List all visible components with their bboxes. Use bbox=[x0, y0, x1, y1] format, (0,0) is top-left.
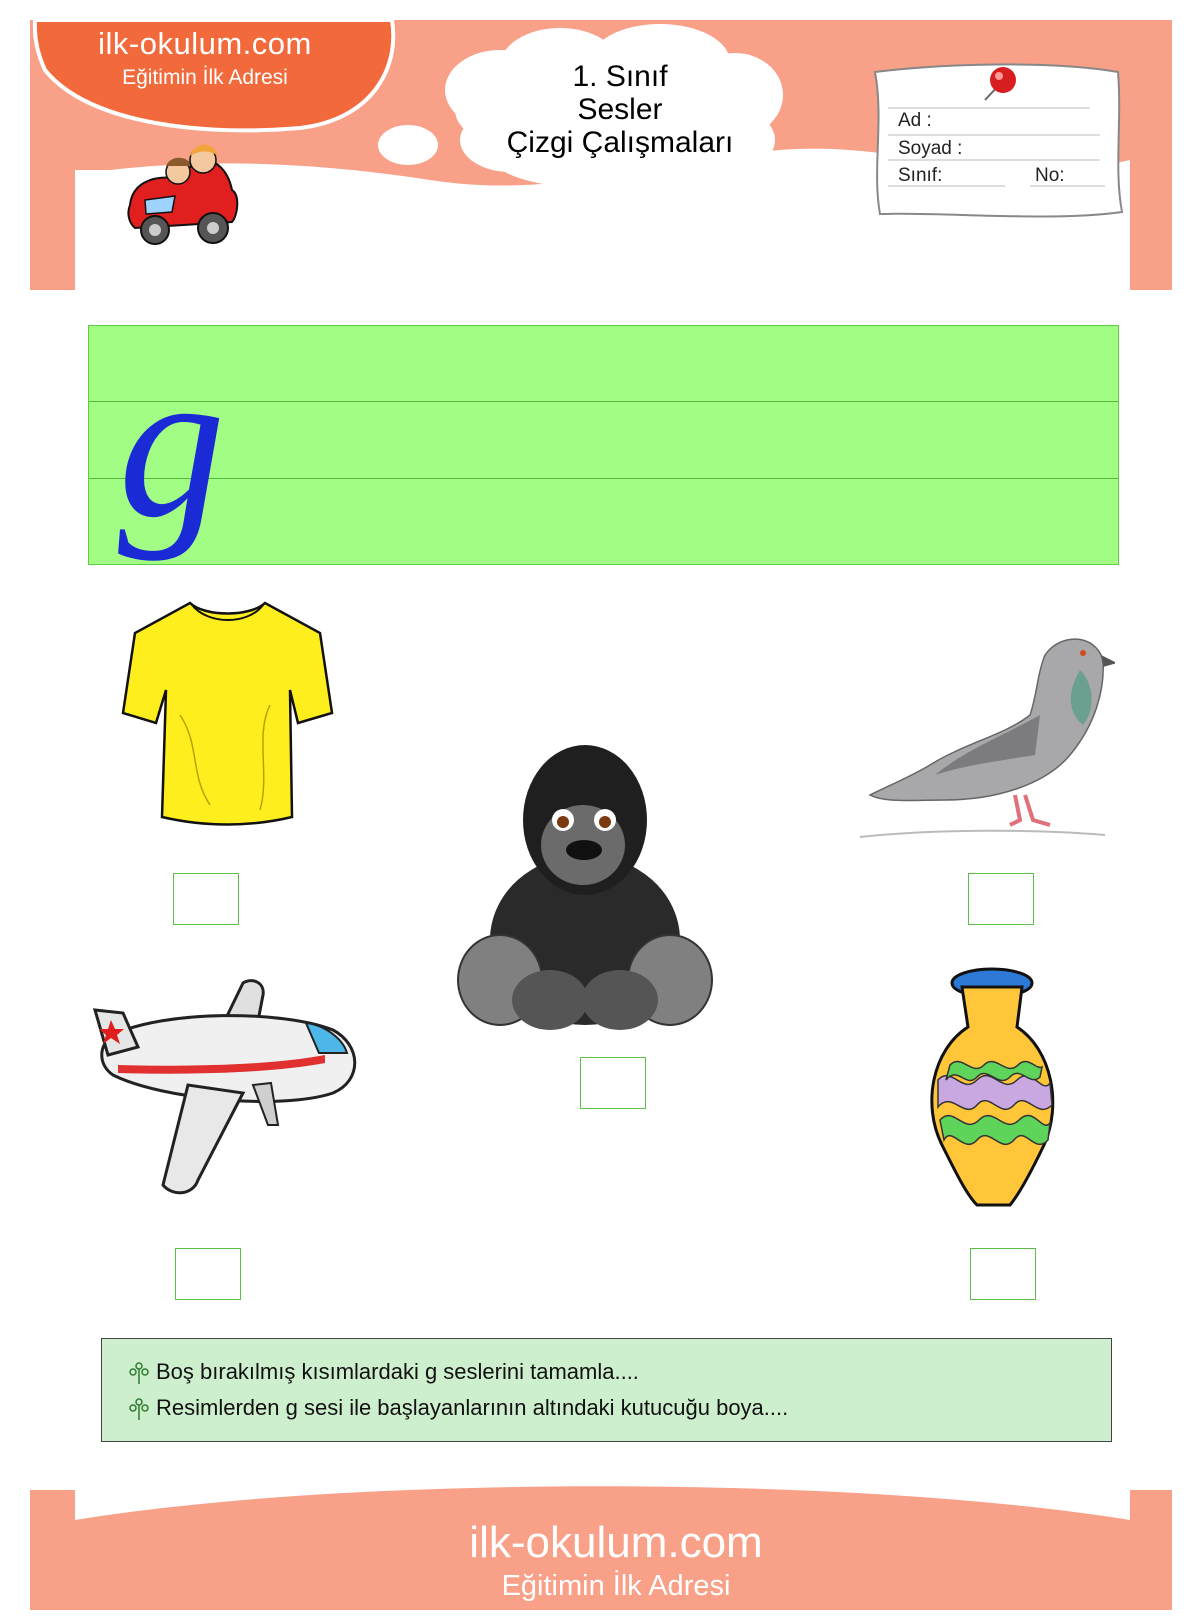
color-box-vase[interactable] bbox=[970, 1248, 1036, 1300]
instruction-1-text: Boş bırakılmış kısımlardaki g seslerini tamamla.... bbox=[156, 1359, 639, 1384]
color-box-t-shirt[interactable] bbox=[173, 873, 239, 925]
color-box-gorilla[interactable] bbox=[580, 1057, 646, 1109]
footer-site-name: ilk-okulum.com bbox=[469, 1518, 763, 1567]
pigeon-picture bbox=[855, 615, 1115, 855]
title-line-grade: 1. Sınıf bbox=[572, 60, 668, 93]
footer-tagline: Eğitimin İlk Adresi bbox=[501, 1570, 731, 1602]
surname-field-label[interactable]: Soyad : bbox=[898, 138, 963, 159]
header-tagline: Eğitimin İlk Adresi bbox=[122, 66, 288, 89]
cursive-letter-g: g bbox=[118, 323, 226, 562]
t-shirt-picture bbox=[120, 595, 335, 835]
title-line-drawing: Çizgi Çalışmaları bbox=[506, 126, 734, 159]
airplane-picture bbox=[93, 975, 363, 1205]
guide-line-top bbox=[89, 401, 1118, 402]
handwriting-practice-band[interactable] bbox=[88, 325, 1119, 565]
instruction-2-text: Resimlerden g sesi ile başlayanlarının altındaki kutucuğu boya.... bbox=[156, 1395, 789, 1420]
class-field-label[interactable]: Sınıf: bbox=[898, 165, 943, 186]
vase-picture bbox=[922, 965, 1062, 1210]
gorilla-picture bbox=[455, 725, 715, 1035]
title-line-sounds: Sesler bbox=[577, 93, 663, 126]
header-site-name: ilk-okulum.com bbox=[98, 26, 312, 61]
name-field-label[interactable]: Ad : bbox=[898, 110, 932, 131]
color-box-pigeon[interactable] bbox=[968, 873, 1034, 925]
number-field-label[interactable]: No: bbox=[1035, 165, 1065, 186]
flower-bullet-icon bbox=[126, 1395, 152, 1421]
instruction-1 bbox=[126, 1359, 639, 1385]
guide-line-middle bbox=[89, 478, 1118, 479]
instruction-2 bbox=[126, 1395, 788, 1421]
flower-bullet-icon bbox=[126, 1359, 152, 1385]
instructions-box bbox=[101, 1338, 1112, 1442]
color-box-airplane[interactable] bbox=[175, 1248, 241, 1300]
